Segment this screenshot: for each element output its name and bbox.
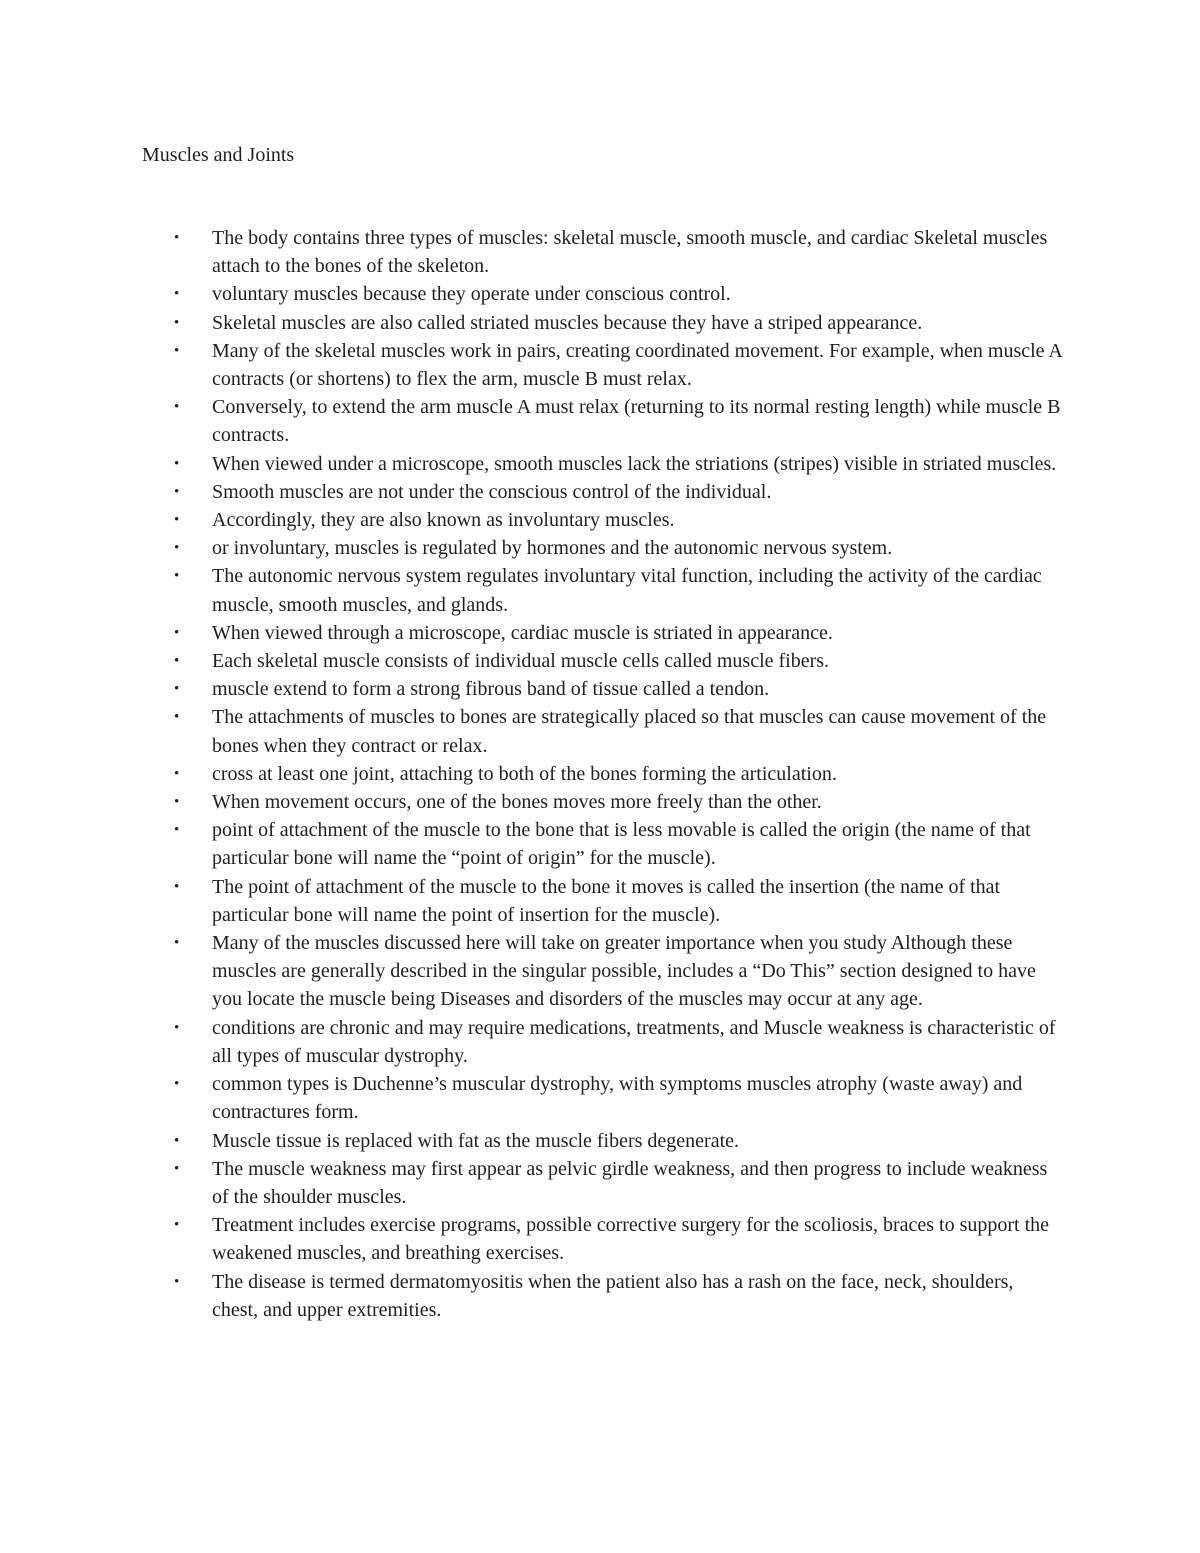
list-item bbox=[142, 534, 1062, 562]
list-item-text: Muscle tissue is replaced with fat as the muscle fibers degenerate. bbox=[212, 1129, 740, 1152]
bullet-icon: • bbox=[174, 512, 180, 529]
document-title: Muscles and Joints bbox=[142, 144, 295, 166]
list-item bbox=[142, 788, 1062, 816]
list-item-text: When movement occurs, one of the bones moves more freely than the other. bbox=[212, 791, 822, 814]
list-item-text: voluntary muscles because they operate under conscious control. bbox=[212, 283, 731, 306]
list-item bbox=[142, 675, 1062, 703]
bullet-icon: • bbox=[174, 1273, 180, 1290]
bullet-icon: • bbox=[174, 624, 180, 641]
list-item bbox=[142, 337, 1062, 393]
bullet-icon: • bbox=[174, 1160, 180, 1177]
list-item-text: muscle extend to form a strong fibrous band of tissue called a tendon. bbox=[212, 678, 770, 701]
bullet-icon: • bbox=[174, 1019, 180, 1036]
list-item-text: or involuntary, muscles is regulated by hormones and the autonomic nervous system. bbox=[212, 537, 893, 560]
list-item bbox=[142, 760, 1062, 788]
list-item bbox=[142, 647, 1062, 675]
bullet-icon: • bbox=[174, 568, 180, 585]
list-item bbox=[142, 619, 1062, 647]
list-item-text: The muscle weakness may first appear as pelvic girdle weakness, and then progress to include weakness of the shoulder muscles. bbox=[212, 1157, 1048, 1208]
bullet-icon: • bbox=[174, 399, 180, 416]
list-item-text: Smooth muscles are not under the conscious control of the individual. bbox=[212, 480, 772, 503]
document-body bbox=[142, 141, 1062, 1324]
list-item bbox=[142, 309, 1062, 337]
list-item-text: conditions are chronic and may require medications, treatments, and Muscle weakness is characteristic of all types of muscular dystrophy. bbox=[212, 1016, 1056, 1067]
bullet-icon: • bbox=[174, 653, 180, 670]
list-item-text: The attachments of muscles to bones are strategically placed so that muscles can cause movement of the bones when they contract or relax. bbox=[212, 706, 1047, 757]
list-item-text: The autonomic nervous system regulates involuntary vital function, including the activity of the cardiac muscle, smooth muscles, and glands. bbox=[212, 565, 1042, 616]
bullet-icon: • bbox=[174, 455, 180, 472]
list-item-text: cross at least one joint, attaching to both of the bones forming the articulation. bbox=[212, 762, 837, 785]
list-item bbox=[142, 478, 1062, 506]
list-item-text: point of attachment of the muscle to the bone that is less movable is called the origin (the name of that particular bone will name the “point of origin” for the muscle). bbox=[212, 819, 1031, 870]
bullet-icon: • bbox=[174, 935, 180, 952]
bullet-icon: • bbox=[174, 230, 180, 246]
list-item-text: When viewed through a microscope, cardiac muscle is striated in appearance. bbox=[212, 621, 833, 644]
list-item bbox=[142, 562, 1062, 618]
list-item-text: The body contains three types of muscles: skeletal muscle, smooth muscle, and cardiac Skeletal muscles attach to the bones of the skeleton. bbox=[212, 227, 1048, 278]
list-item bbox=[142, 816, 1062, 872]
bullet-icon: • bbox=[174, 1132, 180, 1149]
list-item bbox=[142, 1155, 1062, 1211]
list-item bbox=[142, 224, 1062, 280]
list-item-text: Many of the skeletal muscles work in pairs, creating coordinated movement. For example, when muscle A contracts (or shortens) to flex the arm, muscle B must relax. bbox=[212, 339, 1062, 391]
list-item bbox=[142, 703, 1062, 759]
list-item-text: Many of the muscles discussed here will take on greater importance when you study Although these muscles are generally described in the singular possible, includes a “Do This” section designed to have you locate the muscle being Diseases and disorders of the muscles may occur at any age. bbox=[212, 932, 1036, 1011]
list-item-text: When viewed under a microscope, smooth muscles lack the striations (stripes) visible in striated muscles. bbox=[212, 452, 1057, 475]
bullet-icon: • bbox=[174, 794, 180, 811]
list-item-text: common types is Duchenne’s muscular dystrophy, with symptoms muscles atrophy (waste away) and contractures form. bbox=[212, 1073, 1023, 1124]
bullet-icon: • bbox=[174, 540, 180, 557]
bullet-icon: • bbox=[174, 1217, 180, 1234]
list-item-text: Treatment includes exercise programs, possible corrective surgery for the scoliosis, braces to support the weakened muscles, and breathing exercises. bbox=[212, 1214, 1050, 1265]
list-item bbox=[142, 1014, 1062, 1070]
list-item-text: Each skeletal muscle consists of individual muscle cells called muscle fibers. bbox=[212, 650, 830, 673]
list-item-text: The point of attachment of the muscle to the bone it moves is called the insertion (the name of that particular bone will name the point of insertion for the muscle). bbox=[212, 875, 1001, 926]
list-item bbox=[142, 929, 1062, 1014]
list-item bbox=[142, 1268, 1062, 1324]
bullet-icon: • bbox=[174, 342, 180, 359]
list-item bbox=[142, 1070, 1062, 1126]
list-item bbox=[142, 450, 1062, 478]
bullet-icon: • bbox=[174, 1076, 180, 1093]
list-item-text: The disease is termed dermatomyositis when the patient also has a rash on the face, neck, shoulders, chest, and upper extremities. bbox=[212, 1270, 1014, 1321]
bullet-icon: • bbox=[174, 681, 180, 698]
bullet-icon: • bbox=[174, 286, 180, 303]
list-item bbox=[142, 393, 1062, 449]
list-item-text: Conversely, to extend the arm muscle A must relax (returning to its normal resting length) while muscle B contracts. bbox=[212, 396, 1061, 447]
list-item bbox=[142, 873, 1062, 929]
list-item-text: Skeletal muscles are also called striated muscles because they have a striped appearance. bbox=[212, 311, 923, 334]
list-item-text: Accordingly, they are also known as involuntary muscles. bbox=[212, 509, 675, 532]
bullet-list bbox=[142, 224, 1062, 1324]
bullet-icon: • bbox=[174, 765, 180, 782]
bullet-icon: • bbox=[174, 709, 180, 726]
list-item bbox=[142, 506, 1062, 534]
bullet-icon: • bbox=[174, 822, 180, 839]
list-item bbox=[142, 280, 1062, 308]
bullet-icon: • bbox=[174, 483, 180, 500]
list-item bbox=[142, 1211, 1062, 1267]
list-item bbox=[142, 1127, 1062, 1155]
bullet-icon: • bbox=[174, 314, 180, 331]
bullet-icon: • bbox=[174, 878, 180, 895]
